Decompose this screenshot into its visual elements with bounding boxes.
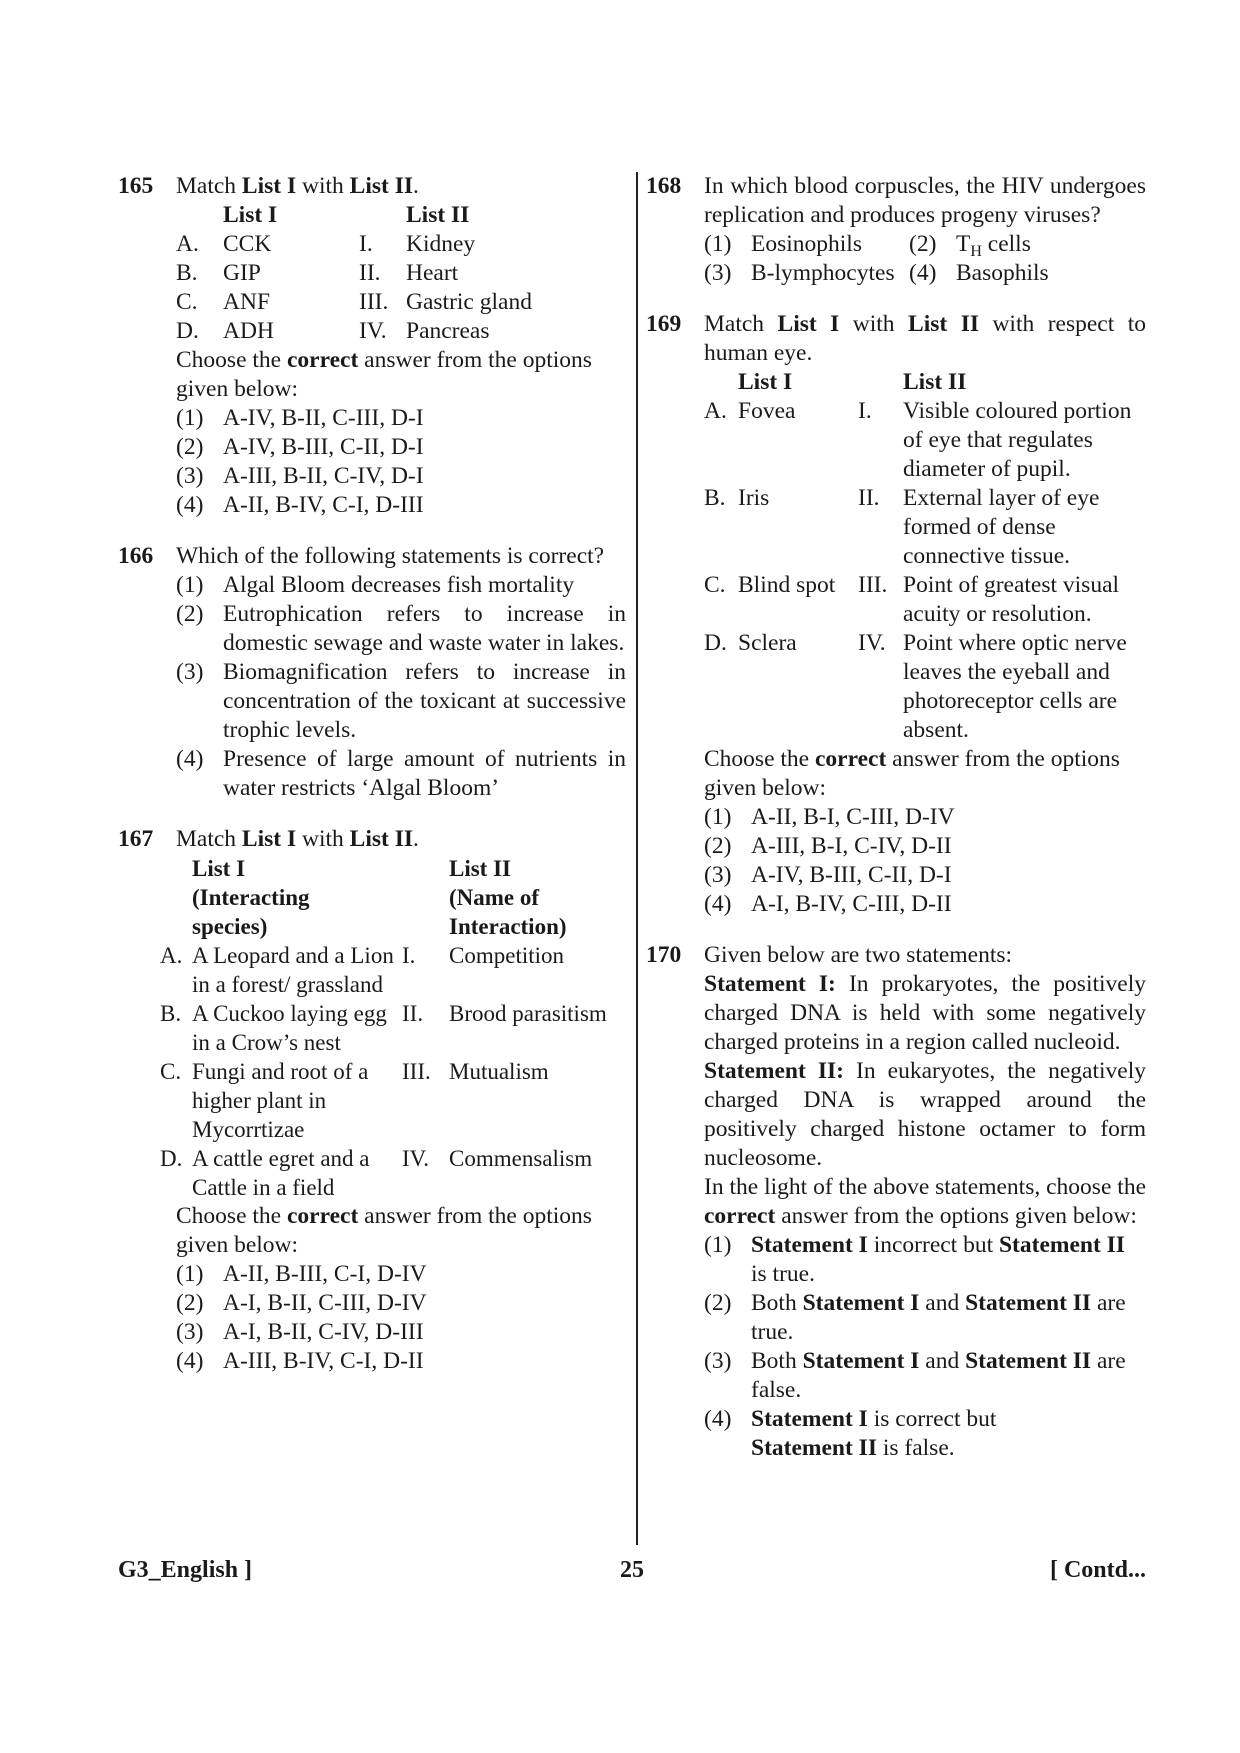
right-column [646, 172, 1146, 1463]
row-letter: A. [704, 398, 727, 424]
statement-ii: Statement II: In eukaryotes, the negatively charged DNA is wrapped around the positively charged histone octamer to form nucleosome. [704, 1058, 1146, 1171]
row-match: Brood parasitism [449, 1001, 607, 1026]
row-match: Point where optic nerve leaves the eyeball and photoreceptor cells are absent. [903, 630, 1127, 743]
row-match: Competition [449, 943, 564, 968]
row-letter: B. [704, 485, 726, 511]
answer-option[interactable]: (4) Statement I is correct but Statement II is false. [704, 1406, 997, 1461]
question-stem: Match List I with List II. [176, 826, 419, 852]
row-match: Kidney [406, 231, 476, 257]
question-number: 170 [646, 942, 682, 968]
match-list [160, 854, 626, 1202]
row-item: ANF [223, 289, 271, 315]
row-letter: D. [176, 318, 199, 344]
answer-option[interactable]: (1) Algal Bloom decreases fish mortality [176, 572, 575, 598]
row-match: Commensalism [449, 1146, 593, 1171]
list-i-header: List I (Interacting species) [192, 856, 310, 939]
question-168 [646, 172, 1146, 288]
column-divider [636, 172, 638, 1545]
question-stem: Match List I with List II with respect to human eye. [704, 311, 1146, 366]
row-item: CCK [223, 231, 272, 257]
question-166 [118, 542, 626, 803]
row-numeral: II. [402, 1001, 424, 1026]
option-row [704, 259, 1146, 288]
match-list [704, 368, 1146, 745]
row-match: Visible coloured portion of eye that regulates diameter of pupil. [903, 398, 1132, 482]
row-letter: C. [704, 572, 726, 598]
row-letter: C. [160, 1059, 182, 1084]
answer-option[interactable]: (1) Eosinophils [704, 231, 862, 257]
row-match: Mutualism [449, 1059, 549, 1084]
footer-code: G3_English ] [118, 1557, 253, 1583]
answer-option[interactable]: (4) Presence of large amount of nutrients in water restricts ‘Algal Bloom’ [176, 746, 626, 801]
question-number: 166 [118, 543, 154, 569]
question-stem: Match List I with List II. [176, 173, 419, 199]
row-match: Heart [406, 260, 459, 286]
question-165 [118, 172, 626, 520]
row-letter: D. [704, 630, 727, 656]
row-numeral: IV. [359, 318, 387, 344]
row-numeral: II. [858, 485, 880, 511]
row-item: A Leopard and a Lion in a forest/ grassland [192, 943, 394, 997]
question-169 [646, 310, 1146, 919]
question-number: 165 [118, 173, 154, 199]
row-numeral: IV. [402, 1146, 430, 1171]
question-number: 168 [646, 173, 682, 199]
left-column [118, 172, 626, 1376]
row-item: Fungi and root of a higher plant in Mycorrtizae [192, 1059, 369, 1142]
row-numeral: I. [858, 398, 872, 424]
question-170 [646, 941, 1146, 1463]
row-match: Pancreas [406, 318, 490, 344]
choose-instruction: In the light of the above statements, choose the correct answer from the options given below: [704, 1174, 1146, 1229]
row-letter: B. [160, 1001, 182, 1026]
answer-option[interactable]: (3) B-lymphocytes [704, 260, 895, 286]
row-match: External layer of eye formed of dense connective tissue. [903, 485, 1100, 569]
answer-option[interactable]: (3) Both Statement I and Statement II are false. [704, 1348, 1126, 1403]
row-numeral: IV. [858, 630, 886, 656]
option-row [704, 230, 1146, 259]
question-number: 167 [118, 826, 154, 852]
row-item: Blind spot [738, 572, 836, 598]
question-number: 169 [646, 311, 682, 337]
list-ii-header: List II [406, 202, 470, 228]
row-item: Iris [738, 485, 770, 511]
footer-contd: [ Contd... [1049, 1557, 1146, 1583]
answer-option[interactable]: (1) A-II, B-III, C-I, D-IV [176, 1261, 427, 1287]
row-match: Gastric gland [406, 289, 532, 315]
row-match: Point of greatest visual acuity or resolution. [903, 572, 1120, 627]
answer-option[interactable]: (4) Basophils [909, 260, 1049, 286]
answer-option[interactable]: (2) A-I, B-II, C-III, D-IV [176, 1290, 427, 1316]
row-letter: D. [160, 1146, 183, 1171]
row-letter: B. [176, 260, 198, 286]
row-letter: A. [160, 943, 183, 968]
answer-option[interactable]: (4) A-III, B-IV, C-I, D-II [176, 1348, 424, 1374]
answer-option[interactable]: (2) Eutrophication refers to increase in domestic sewage and waste water in lakes. [176, 601, 626, 656]
row-numeral: I. [359, 231, 373, 257]
list-i-header: List I [738, 369, 793, 395]
answer-option[interactable]: (1) A-IV, B-II, C-III, D-I [176, 405, 424, 431]
choose-instruction: Choose the correct answer from the options given below: [176, 1203, 592, 1258]
answer-option[interactable]: (3) A-I, B-II, C-IV, D-III [176, 1319, 424, 1345]
question-167 [118, 825, 626, 1376]
row-item: Sclera [738, 630, 797, 656]
answer-option[interactable]: (2) A-III, B-I, C-IV, D-II [704, 833, 952, 859]
row-numeral: III. [359, 289, 389, 315]
row-letter: A. [176, 231, 199, 257]
row-numeral: I. [402, 943, 416, 968]
answer-option[interactable]: (1) Statement I incorrect but Statement II is true. [704, 1232, 1125, 1287]
choose-instruction: Choose the correct answer from the options given below: [704, 746, 1120, 801]
match-list [176, 201, 626, 346]
row-numeral: III. [858, 572, 888, 598]
question-stem: Which of the following statements is correct? [176, 543, 605, 569]
row-numeral: III. [402, 1059, 431, 1084]
answer-option[interactable]: (3) A-IV, B-III, C-II, D-I [704, 862, 952, 888]
statement-i: Statement I: In prokaryotes, the positively charged DNA is held with some negatively charged proteins in a region called nucleoid. [704, 971, 1146, 1055]
answer-option[interactable]: (2) $T_H$ cells [909, 231, 1031, 260]
question-stem: In which blood corpuscles, the HIV undergoes replication and produces progeny viruses? [704, 173, 1146, 228]
choose-instruction: Choose the correct answer from the options given below: [176, 347, 592, 402]
list-i-header: List I [223, 202, 278, 228]
answer-option[interactable]: (2) Both Statement I and Statement II are true. [704, 1290, 1126, 1345]
answer-option[interactable]: (3) A-III, B-II, C-IV, D-I [176, 463, 424, 489]
row-item: GIP [223, 260, 261, 286]
list-ii-header: List II [903, 369, 967, 395]
answer-option[interactable]: (2) A-IV, B-III, C-II, D-I [176, 434, 424, 460]
answer-option[interactable]: (3) Biomagnification refers to increase in concentration of the toxicant at successive trophic levels. [176, 659, 626, 743]
row-letter: C. [176, 289, 198, 315]
row-item: Fovea [738, 398, 796, 424]
row-item: A cattle egret and a Cattle in a field [192, 1146, 370, 1200]
page-number: 25 [620, 1557, 644, 1583]
answer-option[interactable]: (4) A-II, B-IV, C-I, D-III [176, 492, 424, 518]
list-ii-header: List II (Name of Interaction) [449, 856, 567, 939]
row-item: ADH [223, 318, 274, 344]
answer-option[interactable]: (4) A-I, B-IV, C-III, D-II [704, 891, 952, 917]
row-numeral: II. [359, 260, 381, 286]
question-intro: Given below are two statements: [704, 942, 1013, 968]
row-item: A Cuckoo laying egg in a Crow’s nest [192, 1001, 387, 1055]
answer-option[interactable]: (1) A-II, B-I, C-III, D-IV [704, 804, 955, 830]
